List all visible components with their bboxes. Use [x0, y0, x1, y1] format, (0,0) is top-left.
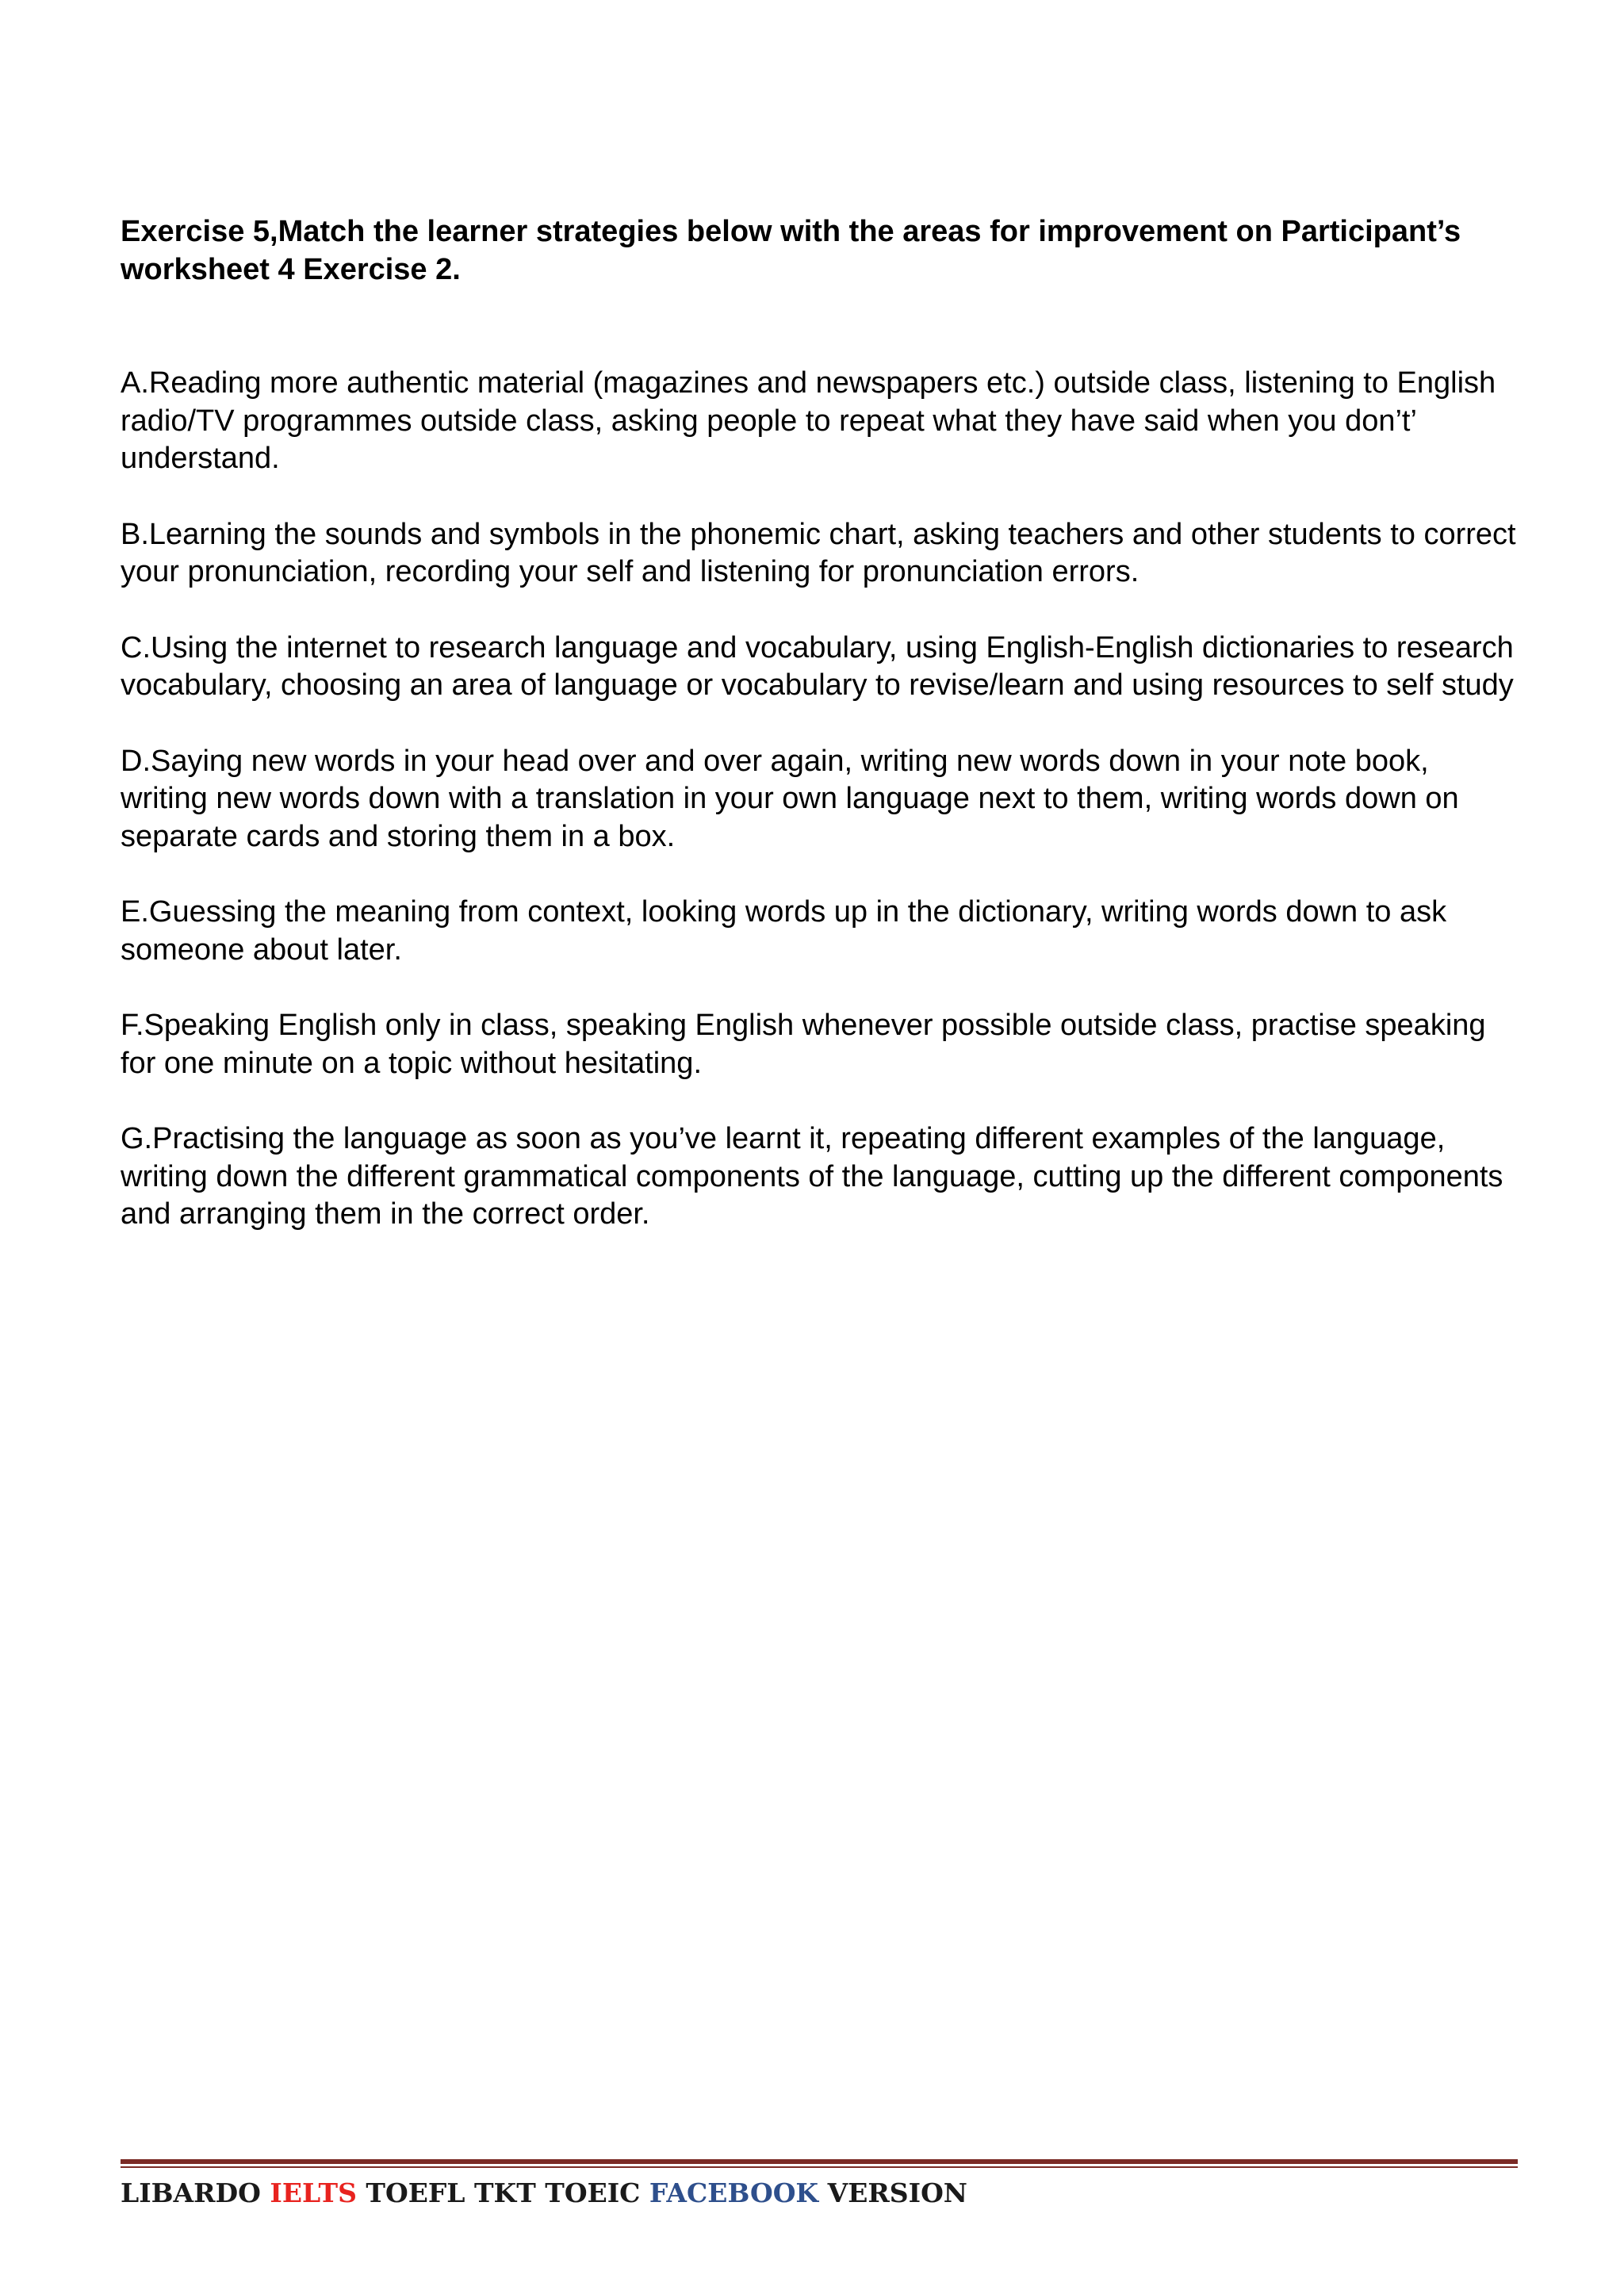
footer [121, 2176, 967, 2211]
footer-rule-thin [121, 2166, 1518, 2168]
footer-facebook: FACEBOOK [649, 2177, 819, 2208]
strategy-g: G.Practising the language as soon as you’ve learnt it, repeating different examples of the language, writing down the different grammatical components of the language, cutting up the different components and arranging them in the correct order. [121, 1122, 1503, 1231]
strategy-a: A.Reading more authentic material (magazines and newspapers etc.) outside class, listening to English radio/TV programmes outside class, asking people to repeat what they have said when you don’t’ understand. [121, 366, 1496, 475]
footer-rule-thick [121, 2159, 1518, 2164]
strategy-e: E.Guessing the meaning from context, looking words up in the dictionary, writing words down to ask someone about later. [121, 895, 1447, 967]
strategy-b: B.Learning the sounds and symbols in the phonemic chart, asking teachers and other students to correct your pronunciation, recording your self and listening for pronunciation errors. [121, 517, 1516, 588]
footer-divider [121, 2159, 1518, 2168]
strategy-c: C.Using the internet to research language and vocabulary, using English-English dictionaries to research vocabulary, choosing an area of language or vocabulary to revise/learn and using resources to self study [121, 630, 1514, 702]
footer-version: VERSION [818, 2177, 967, 2208]
exercise-title: Exercise 5,Match the learner strategies below with the areas for improvement on Participant’s worksheet 4 Exercise 2. [121, 215, 1461, 286]
footer-libardo: LIBARDO [121, 2177, 270, 2208]
footer-ielts: IELTS [270, 2177, 357, 2208]
strategy-f: F.Speaking English only in class, speaking English whenever possible outside class, practise speaking for one minute on a topic without hesitating. [121, 1009, 1486, 1080]
strategy-d: D.Saying new words in your head over and over again, writing new words down in your note book, writing new words down with a translation in your own language next to them, writing words down on separate cards and storing them in a box. [121, 744, 1459, 853]
document-body [121, 213, 1516, 1272]
footer-exams: TOEFL TKT TOEIC [356, 2177, 649, 2208]
